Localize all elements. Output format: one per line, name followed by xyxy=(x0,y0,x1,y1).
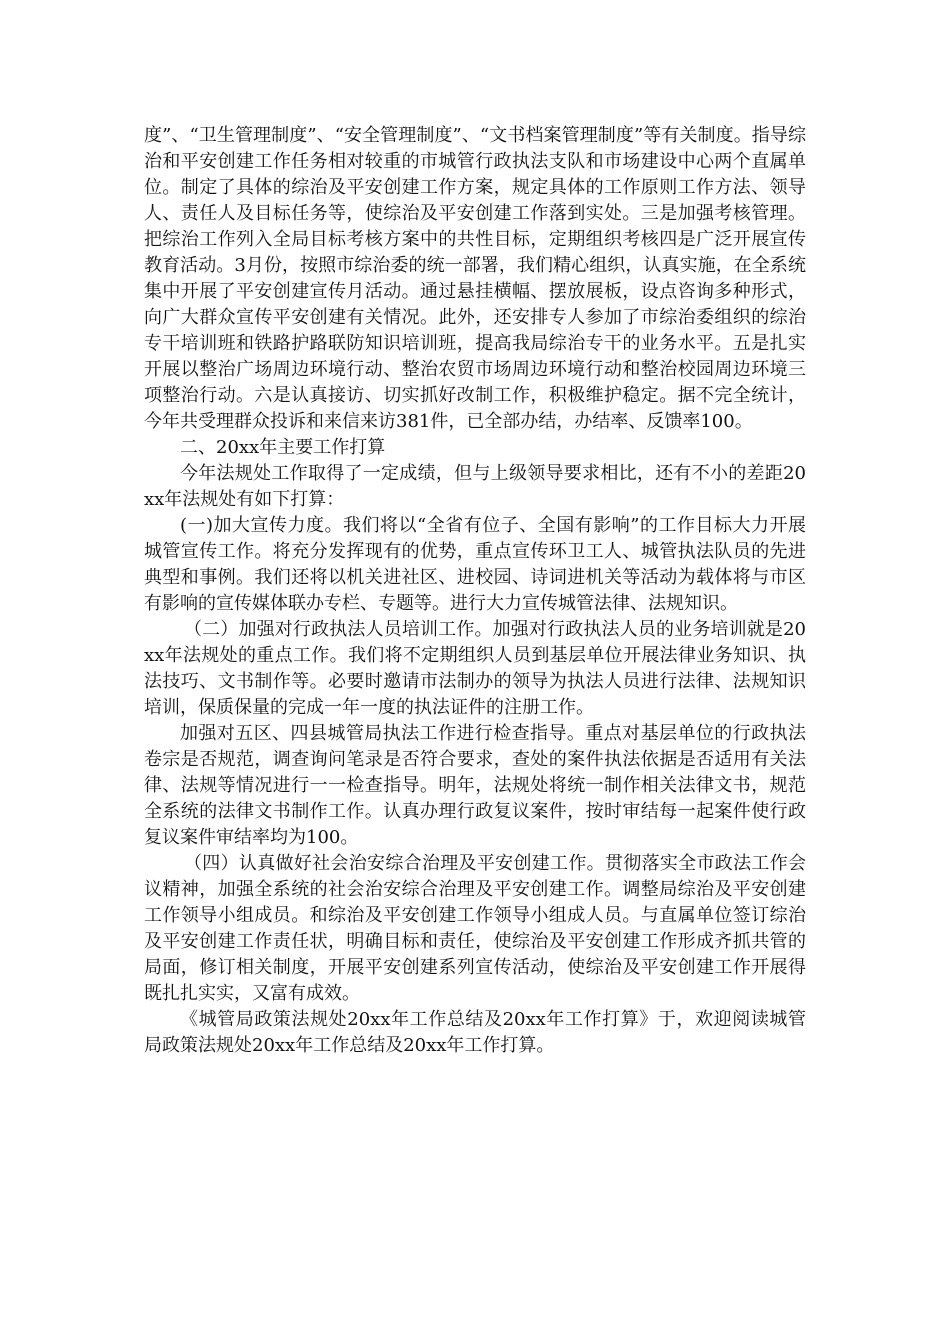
paragraph-plan-public-security: （四）认真做好社会治安综合治理及平安创建工作。贯彻落实全市政法工作会议精神，加强全系统的社会治安综合治理及平安创建工作。调整局综治及平安创建工作领导小组成员。和综治及平安创建工作领导小组成人员。与直属单位签订综治及平安创建工作责任状，明确目标和责任，使综治及平安创建工作形成齐抓共管的局面，修订相关制度，开展平安创建系列宣传活动，使综治及平安创建工作开展得既扎扎实实，又富有成效。 xyxy=(144,853,806,1004)
paragraph-plan-training: （二）加强对行政执法人员培训工作。加强对行政执法人员的业务培训就是20xx年法规处的重点工作。我们将不定期组织人员到基层单位开展法律业务知识、执法技巧、文书制作等。必要时邀请市法制办的领导为执法人员进行法律、法规知识培训，保质保量的完成一年一度的执法证件的注册工作。 xyxy=(144,619,806,718)
paragraph-plan-inspection: 加强对五区、四县城管局执法工作进行检查指导。重点对基层单位的行政执法卷宗是否规范，调查询问笔录是否符合要求，查处的案件执法依据是否适用有关法律、法规等情况进行一一检查指导。明年，法规处将统一制作相关法律文书，规范全系统的法律文书制作工作。认真办理行政复议案件，按时审结每一起案件使行政复议案件审结率均为100。 xyxy=(144,723,806,848)
paragraph-plan-publicity: (一)加大宣传力度。我们将以“全省有位子、全国有影响”的工作目标大力开展城管宣传工作。将充分发挥现有的优势，重点宣传环卫工人、城管执法队员的先进典型和事例。我们还将以机关进社区、进校园、诗词进机关等活动为载体将与市区有影响的宣传媒体联办专栏、专题等。进行大力宣传城管法律、法规知识。 xyxy=(144,515,806,614)
paragraph-plans-intro: 今年法规处工作取得了一定成绩，但与上级领导要求相比，还有不小的差距20xx年法规处有如下打算： xyxy=(144,463,806,510)
paragraph-measures-summary: 度”、“卫生管理制度”、“安全管理制度”、“文书档案管理制度”等有关制度。指导综治和平安创建工作任务相对较重的市城管行政执法支队和市场建设中心两个直属单位。制定了具体的综治及平安创建工作方案，规定具体的工作原则工作方法、领导人、责任人及目标任务等，使综治及平安创建工作落到实处。三是加强考核管理。把综治工作列入全局目标考核方案中的共性目标，定期组织考核四是广泛开展宣传教育活动。3月份，按照市综治委的统一部署，我们精心组织，认真实施，在全系统集中开展了平安创建宣传月活动。通过悬挂横幅、摆放展板，设点咨询多种形式，向广大群众宣传平安创建有关情况。此外，还安排专人参加了市综治委组织的综治专干培训班和铁路护路联防知识培训班，提高我局综治专干的业务水平。五是扎实开展以整治广场周边环境行动、整治农贸市场周边环境行动和整治校园周边环境三项整治行动。六是认真接访、切实抓好改制工作，积极维护稳定。据不完全统计，今年共受理群众投诉和来信来访381件，已全部办结，办结率、反馈率100。 xyxy=(144,125,806,432)
document-body xyxy=(144,123,806,1059)
paragraph-closing: 《城管局政策法规处20xx年工作总结及20xx年工作打算》于，欢迎阅读城管局政策法规处20xx年工作总结及20xx年工作打算。 xyxy=(144,1009,806,1056)
section-heading-plans: 二、20xx年主要工作打算 xyxy=(180,437,386,458)
